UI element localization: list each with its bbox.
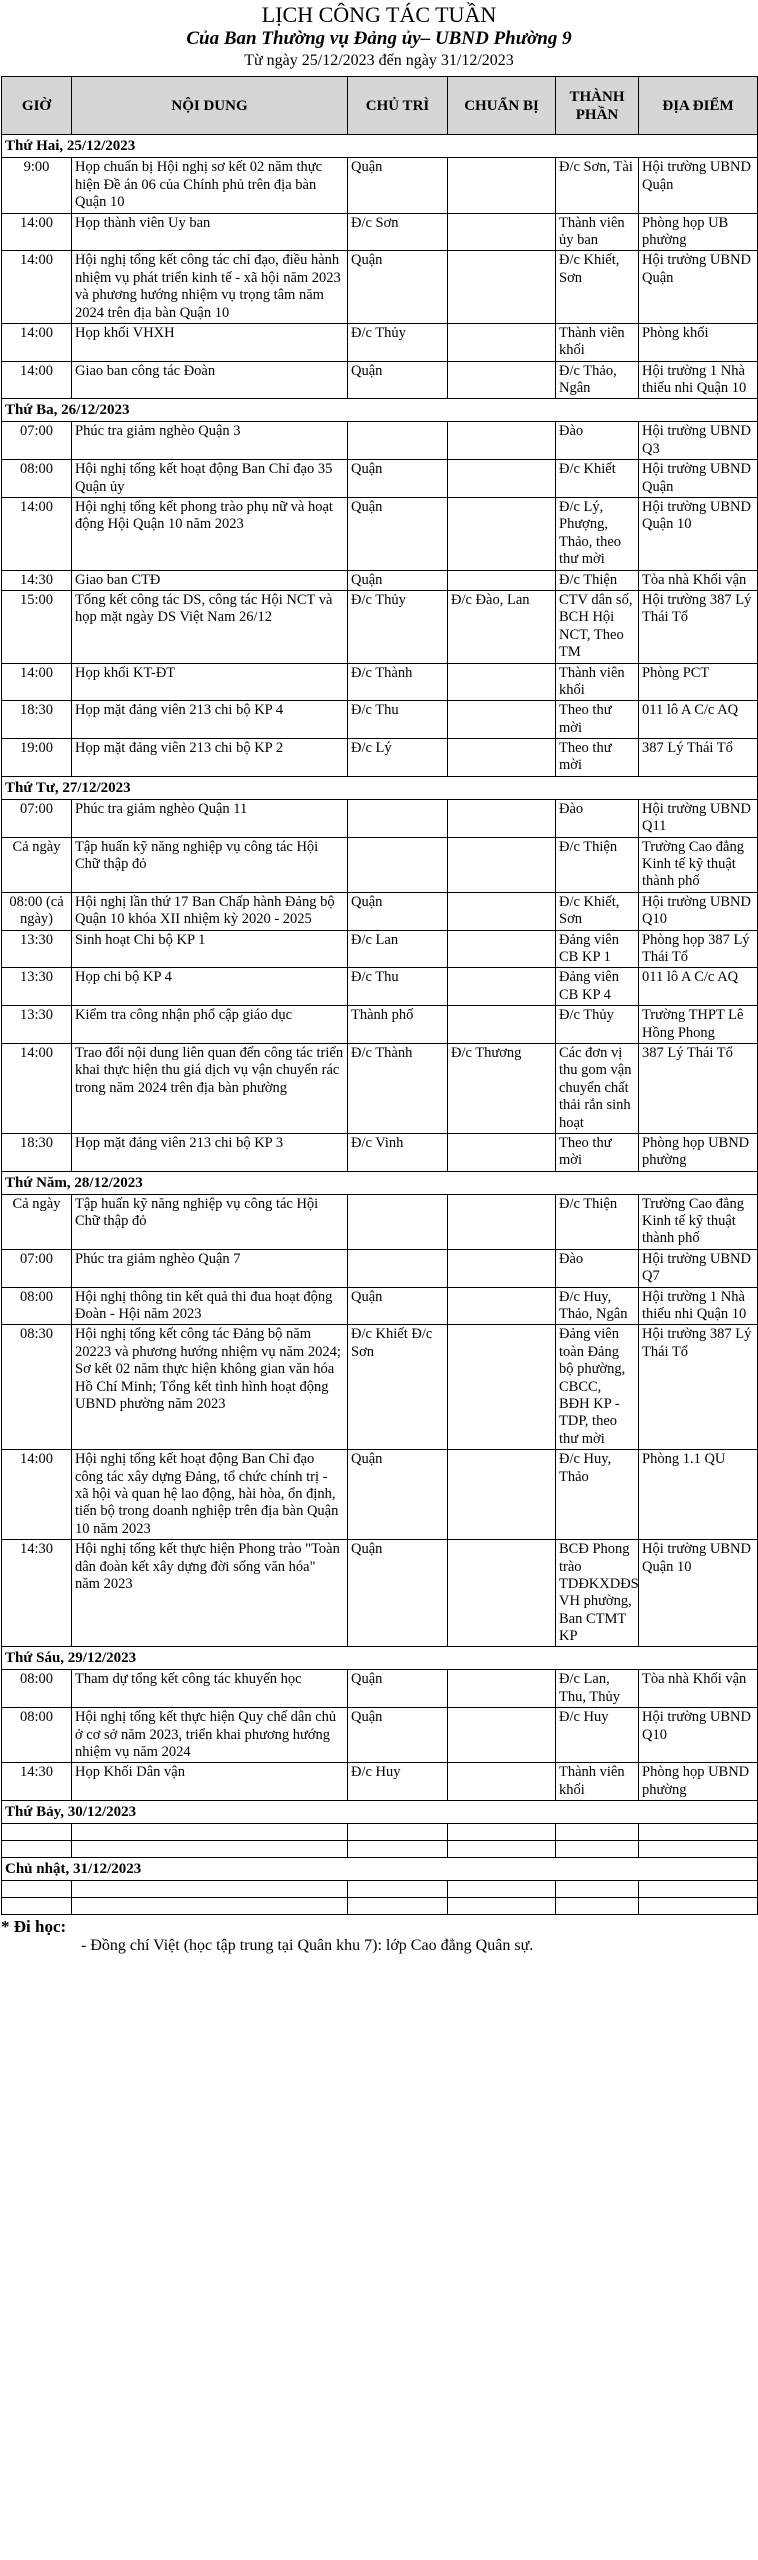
cell-members: Đ/c Lý, Phượng, Thảo, theo thư mời xyxy=(556,498,639,571)
cell-time: 18:30 xyxy=(2,1133,72,1171)
cell-place: Hội trường UBND Q10 xyxy=(639,1708,758,1763)
cell-time: 18:30 xyxy=(2,701,72,739)
table-row xyxy=(2,930,758,968)
cell-members: Đảng viên toàn Đảng bộ phường, CBCC, BĐH KP - TDP, theo thư mời xyxy=(556,1325,639,1450)
cell-content: Hội nghị tổng kết công tác chỉ đạo, điều hành nhiệm vụ phát triển kinh tế - xã hội năm 2023 và phương hướng nhiệm vụ trọng tâm năm 2024 trên địa bàn Quận 10 xyxy=(72,251,348,324)
cell-place: Hội trường UBND Quận xyxy=(639,158,758,213)
cell-host: Đ/c Thành xyxy=(348,663,448,701)
table-row xyxy=(2,1450,758,1540)
cell-time: 15:00 xyxy=(2,590,72,663)
column-header-host: CHỦ TRÌ xyxy=(348,77,448,135)
cell-prep xyxy=(448,570,556,590)
cell-place: Trường THPT Lê Hồng Phong xyxy=(639,1006,758,1044)
cell-place: 011 lô A C/c AQ xyxy=(639,701,758,739)
cell-members: Đ/c Huy, Thảo xyxy=(556,1450,639,1540)
cell-place: Trường Cao đẳng Kinh tế kỹ thuật thành phố xyxy=(639,837,758,892)
cell-host xyxy=(348,422,448,460)
cell-prep xyxy=(448,701,556,739)
empty-cell xyxy=(448,1824,556,1841)
empty-cell xyxy=(2,1898,72,1915)
notes-line: - Đồng chí Việt (học tập trung tại Quân khu 7): lớp Cao đẳng Quân sự. xyxy=(81,1937,534,1955)
cell-place: Phòng họp UB phường xyxy=(639,213,758,251)
cell-host: Quận xyxy=(348,460,448,498)
cell-host xyxy=(348,1249,448,1287)
cell-content: Giao ban CTĐ xyxy=(72,570,348,590)
cell-prep xyxy=(448,837,556,892)
cell-host: Đ/c Thành xyxy=(348,1043,448,1133)
cell-time: 14:00 xyxy=(2,361,72,399)
cell-content: Sinh hoạt Chi bộ KP 1 xyxy=(72,930,348,968)
cell-place: Tòa nhà Khối vận xyxy=(639,1670,758,1708)
table-row xyxy=(2,1670,758,1708)
cell-prep xyxy=(448,1540,556,1647)
schedule-body xyxy=(2,135,758,1915)
cell-place: Hội trường 1 Nhà thiếu nhi Quận 10 xyxy=(639,361,758,399)
cell-place: 011 lô A C/c AQ xyxy=(639,968,758,1006)
cell-time: 07:00 xyxy=(2,1249,72,1287)
cell-time: 14:00 xyxy=(2,498,72,571)
cell-content: Tập huấn kỹ năng nghiệp vụ công tác Hội Chữ thập đỏ xyxy=(72,1194,348,1249)
cell-members: Đ/c Huy xyxy=(556,1708,639,1763)
cell-time: Cả ngày xyxy=(2,837,72,892)
cell-prep xyxy=(448,1006,556,1044)
empty-cell xyxy=(448,1881,556,1898)
cell-members: Các đơn vị thu gom vận chuyển chất thải rắn sinh hoạt xyxy=(556,1043,639,1133)
cell-prep: Đ/c Đào, Lan xyxy=(448,590,556,663)
cell-prep xyxy=(448,1708,556,1763)
empty-cell xyxy=(448,1898,556,1915)
column-header-time: GIỜ xyxy=(2,77,72,135)
day-label: Thứ Ba, 26/12/2023 xyxy=(2,399,758,422)
empty-cell xyxy=(639,1841,758,1858)
notes-section xyxy=(1,1917,757,1955)
empty-row xyxy=(2,1881,758,1898)
table-header-row xyxy=(2,77,758,135)
empty-cell xyxy=(2,1881,72,1898)
cell-members: Theo thư mời xyxy=(556,701,639,739)
cell-place: Phòng họp UBND phường xyxy=(639,1763,758,1801)
cell-host: Quận xyxy=(348,892,448,930)
cell-content: Họp mặt đảng viên 213 chi bộ KP 2 xyxy=(72,739,348,777)
cell-content: Giao ban công tác Đoàn xyxy=(72,361,348,399)
day-header-row xyxy=(2,135,758,158)
cell-content: Họp khối VHXH xyxy=(72,323,348,361)
cell-prep xyxy=(448,892,556,930)
cell-prep xyxy=(448,1133,556,1171)
table-row xyxy=(2,422,758,460)
cell-host: Đ/c Khiết Đ/c Sơn xyxy=(348,1325,448,1450)
day-header-row xyxy=(2,399,758,422)
cell-prep xyxy=(448,1287,556,1325)
cell-prep xyxy=(448,968,556,1006)
empty-cell xyxy=(348,1841,448,1858)
table-row xyxy=(2,361,758,399)
cell-members: Đào xyxy=(556,422,639,460)
cell-place: Hội trường 387 Lý Thái Tổ xyxy=(639,590,758,663)
cell-members: Đ/c Thủy xyxy=(556,1006,639,1044)
day-header-row xyxy=(2,1171,758,1194)
cell-prep xyxy=(448,1325,556,1450)
table-row xyxy=(2,251,758,324)
day-label: Thứ Năm, 28/12/2023 xyxy=(2,1171,758,1194)
cell-time: 19:00 xyxy=(2,739,72,777)
table-row xyxy=(2,1763,758,1801)
cell-members: Đảng viên CB KP 4 xyxy=(556,968,639,1006)
cell-host: Thành phố xyxy=(348,1006,448,1044)
empty-cell xyxy=(556,1824,639,1841)
cell-host: Quận xyxy=(348,361,448,399)
cell-host: Đ/c Sơn xyxy=(348,213,448,251)
empty-cell xyxy=(639,1824,758,1841)
cell-place: 387 Lý Thái Tổ xyxy=(639,1043,758,1133)
cell-prep xyxy=(448,1450,556,1540)
cell-host: Đ/c Lan xyxy=(348,930,448,968)
cell-host xyxy=(348,799,448,837)
date-range: Từ ngày 25/12/2023 đến ngày 31/12/2023 xyxy=(244,52,514,70)
column-header-content: NỘI DUNG xyxy=(72,77,348,135)
empty-cell xyxy=(448,1841,556,1858)
cell-host: Quận xyxy=(348,498,448,571)
cell-host: Quận xyxy=(348,158,448,213)
schedule-header xyxy=(1,0,757,76)
cell-content: Phúc tra giảm nghèo Quận 7 xyxy=(72,1249,348,1287)
cell-members: Đ/c Khiết, Sơn xyxy=(556,892,639,930)
cell-members: Theo thư mời xyxy=(556,739,639,777)
cell-members: Đào xyxy=(556,1249,639,1287)
cell-content: Tham dự tổng kết công tác khuyến học xyxy=(72,1670,348,1708)
cell-time: 14:00 xyxy=(2,213,72,251)
cell-time: 08:00 (cả ngày) xyxy=(2,892,72,930)
cell-content: Phúc tra giảm nghèo Quận 3 xyxy=(72,422,348,460)
empty-cell xyxy=(72,1824,348,1841)
cell-place: Phòng 1.1 QU xyxy=(639,1450,758,1540)
cell-content: Họp mặt đảng viên 213 chi bộ KP 4 xyxy=(72,701,348,739)
cell-time: 07:00 xyxy=(2,422,72,460)
empty-cell xyxy=(348,1881,448,1898)
page-subtitle: Của Ban Thường vụ Đảng ủy– UBND Phường 9 xyxy=(186,28,572,50)
cell-host: Đ/c Vinh xyxy=(348,1133,448,1171)
column-header-prep: CHUẨN BỊ xyxy=(448,77,556,135)
day-label: Chủ nhật, 31/12/2023 xyxy=(2,1858,758,1881)
cell-time: 14:00 xyxy=(2,323,72,361)
table-row xyxy=(2,799,758,837)
table-row xyxy=(2,1540,758,1647)
cell-host xyxy=(348,1194,448,1249)
empty-cell xyxy=(72,1881,348,1898)
empty-cell xyxy=(556,1881,639,1898)
empty-cell xyxy=(556,1841,639,1858)
cell-content: Hội nghị tổng kết phong trào phụ nữ và hoạt động Hội Quận 10 năm 2023 xyxy=(72,498,348,571)
cell-time: 14:30 xyxy=(2,1763,72,1801)
cell-host xyxy=(348,837,448,892)
day-label: Thứ Bảy, 30/12/2023 xyxy=(2,1801,758,1824)
day-label: Thứ Tư, 27/12/2023 xyxy=(2,776,758,799)
cell-prep xyxy=(448,213,556,251)
cell-content: Phúc tra giảm nghèo Quận 11 xyxy=(72,799,348,837)
cell-prep xyxy=(448,1249,556,1287)
cell-members: BCĐ Phong trào TDĐKXDĐS VH phường, Ban CTMT KP xyxy=(556,1540,639,1647)
table-row xyxy=(2,1708,758,1763)
empty-row xyxy=(2,1824,758,1841)
cell-prep xyxy=(448,498,556,571)
empty-cell xyxy=(556,1898,639,1915)
table-row xyxy=(2,1006,758,1044)
cell-members: Đảng viên CB KP 1 xyxy=(556,930,639,968)
cell-prep xyxy=(448,1194,556,1249)
cell-members: Theo thư mời xyxy=(556,1133,639,1171)
cell-prep xyxy=(448,361,556,399)
table-row xyxy=(2,1325,758,1450)
cell-place: Phòng họp UBND phường xyxy=(639,1133,758,1171)
cell-members: Đ/c Lan, Thu, Thủy xyxy=(556,1670,639,1708)
cell-prep xyxy=(448,739,556,777)
cell-host: Quận xyxy=(348,1450,448,1540)
cell-members: Đ/c Thiện xyxy=(556,1194,639,1249)
table-row xyxy=(2,498,758,571)
empty-cell xyxy=(2,1824,72,1841)
page-title: LỊCH CÔNG TÁC TUẦN xyxy=(261,2,497,27)
cell-place: Hội trường UBND Q7 xyxy=(639,1249,758,1287)
cell-host: Quận xyxy=(348,251,448,324)
table-row xyxy=(2,1249,758,1287)
cell-time: 08:00 xyxy=(2,1287,72,1325)
cell-content: Hội nghị tổng kết hoạt động Ban Chỉ đạo công tác xây dựng Đảng, tổ chức chính trị - xã hội và quan hệ lao động, hài hòa, ổn định, tiến bộ trong doanh nghiệp trên địa bàn Quận 10 năm 2023 xyxy=(72,1450,348,1540)
cell-place: Hội trường UBND Q11 xyxy=(639,799,758,837)
cell-content: Họp chi bộ KP 4 xyxy=(72,968,348,1006)
cell-members: Đ/c Thiện xyxy=(556,837,639,892)
cell-time: 14:00 xyxy=(2,663,72,701)
cell-content: Họp chuẩn bị Hội nghị sơ kết 02 năm thực hiện Đề án 06 của Chính phủ trên địa bàn Quận 10 xyxy=(72,158,348,213)
cell-host: Quận xyxy=(348,1287,448,1325)
cell-host: Đ/c Thu xyxy=(348,968,448,1006)
cell-place: Phòng PCT xyxy=(639,663,758,701)
cell-time: 08:00 xyxy=(2,460,72,498)
table-row xyxy=(2,1194,758,1249)
cell-place: Hội trường UBND Quận xyxy=(639,460,758,498)
cell-place: Trường Cao đẳng Kinh tế kỹ thuật thành phố xyxy=(639,1194,758,1249)
cell-host: Đ/c Huy xyxy=(348,1763,448,1801)
cell-prep xyxy=(448,1763,556,1801)
cell-members: Đ/c Huy, Thảo, Ngân xyxy=(556,1287,639,1325)
cell-content: Hội nghị tổng kết công tác Đảng bộ năm 20223 và phương hướng nhiệm vụ năm 2024; Sơ kết 02 năm thực hiện không gian văn hóa Hồ Chí Minh; Tổng kết tình hình hoạt động UBND phường năm 2023 xyxy=(72,1325,348,1450)
cell-time: 9:00 xyxy=(2,158,72,213)
cell-content: Hội nghị thông tin kết quả thi đua hoạt động Đoàn - Hội năm 2023 xyxy=(72,1287,348,1325)
cell-place: Hội trường UBND Q3 xyxy=(639,422,758,460)
cell-time: 14:30 xyxy=(2,1540,72,1647)
cell-members: Đ/c Thảo, Ngân xyxy=(556,361,639,399)
day-header-row xyxy=(2,1647,758,1670)
cell-host: Đ/c Lý xyxy=(348,739,448,777)
cell-prep xyxy=(448,323,556,361)
cell-content: Họp mặt đảng viên 213 chi bộ KP 3 xyxy=(72,1133,348,1171)
cell-time: 08:30 xyxy=(2,1325,72,1450)
table-row xyxy=(2,892,758,930)
cell-time: 14:00 xyxy=(2,251,72,324)
empty-cell xyxy=(639,1881,758,1898)
cell-host: Đ/c Thủy xyxy=(348,323,448,361)
empty-cell xyxy=(72,1841,348,1858)
cell-host: Đ/c Thủy xyxy=(348,590,448,663)
cell-host: Quận xyxy=(348,1540,448,1647)
cell-place: 387 Lý Thái Tổ xyxy=(639,739,758,777)
cell-time: 14:00 xyxy=(2,1450,72,1540)
empty-cell xyxy=(72,1898,348,1915)
cell-place: Hội trường 1 Nhà thiếu nhi Quận 10 xyxy=(639,1287,758,1325)
table-row xyxy=(2,968,758,1006)
cell-place: Hội trường UBND Quận 10 xyxy=(639,498,758,571)
cell-members: Đào xyxy=(556,799,639,837)
table-row xyxy=(2,213,758,251)
cell-time: 14:00 xyxy=(2,1043,72,1133)
cell-time: 07:00 xyxy=(2,799,72,837)
cell-time: 13:30 xyxy=(2,930,72,968)
cell-place: Hội trường UBND Q10 xyxy=(639,892,758,930)
empty-cell xyxy=(639,1898,758,1915)
cell-prep xyxy=(448,422,556,460)
empty-cell xyxy=(348,1898,448,1915)
column-header-place: ĐỊA ĐIỂM xyxy=(639,77,758,135)
cell-place: Phòng họp 387 Lý Thái Tổ xyxy=(639,930,758,968)
cell-time: Cả ngày xyxy=(2,1194,72,1249)
table-row xyxy=(2,323,758,361)
cell-members: Thành viên khối xyxy=(556,1763,639,1801)
cell-content: Tập huấn kỹ năng nghiệp vụ công tác Hội Chữ thập đỏ xyxy=(72,837,348,892)
cell-content: Hội nghị tổng kết thực hiện Phong trào "Toàn dân đoàn kết xây dựng đời sống văn hóa" năm 2023 xyxy=(72,1540,348,1647)
empty-row xyxy=(2,1898,758,1915)
cell-place: Hội trường UBND Quận xyxy=(639,251,758,324)
table-row xyxy=(2,701,758,739)
cell-place: Phòng khối xyxy=(639,323,758,361)
day-header-row xyxy=(2,1858,758,1881)
cell-time: 14:30 xyxy=(2,570,72,590)
day-label: Thứ Sáu, 29/12/2023 xyxy=(2,1647,758,1670)
cell-time: 13:30 xyxy=(2,1006,72,1044)
table-row xyxy=(2,158,758,213)
day-header-row xyxy=(2,776,758,799)
cell-place: Tòa nhà Khối vận xyxy=(639,570,758,590)
cell-prep xyxy=(448,158,556,213)
table-row xyxy=(2,837,758,892)
cell-members: Thành viên khối xyxy=(556,323,639,361)
cell-time: 13:30 xyxy=(2,968,72,1006)
cell-prep xyxy=(448,930,556,968)
table-row xyxy=(2,460,758,498)
schedule-table xyxy=(1,76,758,1915)
cell-prep xyxy=(448,663,556,701)
cell-members: Đ/c Khiết xyxy=(556,460,639,498)
cell-content: Họp Khối Dân vận xyxy=(72,1763,348,1801)
cell-content: Họp khối KT-ĐT xyxy=(72,663,348,701)
cell-prep xyxy=(448,799,556,837)
empty-row xyxy=(2,1841,758,1858)
cell-content: Tổng kết công tác DS, công tác Hội NCT và họp mặt ngày DS Việt Nam 26/12 xyxy=(72,590,348,663)
cell-host: Đ/c Thu xyxy=(348,701,448,739)
cell-host: Quận xyxy=(348,1708,448,1763)
table-row xyxy=(2,570,758,590)
cell-content: Họp thành viên Uy ban xyxy=(72,213,348,251)
empty-cell xyxy=(2,1841,72,1858)
column-header-members: THÀNH PHẦN xyxy=(556,77,639,135)
day-header-row xyxy=(2,1801,758,1824)
table-row xyxy=(2,739,758,777)
cell-members: Thành viên khối xyxy=(556,663,639,701)
cell-content: Hội nghị tổng kết hoạt động Ban Chỉ đạo 35 Quận ủy xyxy=(72,460,348,498)
cell-place: Hội trường 387 Lý Thái Tổ xyxy=(639,1325,758,1450)
cell-content: Kiểm tra công nhận phổ cập giáo dục xyxy=(72,1006,348,1044)
table-row xyxy=(2,1043,758,1133)
table-row xyxy=(2,590,758,663)
cell-members: Đ/c Thiện xyxy=(556,570,639,590)
cell-host: Quận xyxy=(348,570,448,590)
empty-cell xyxy=(348,1824,448,1841)
cell-members: Đ/c Sơn, Tài xyxy=(556,158,639,213)
notes-label: * Đi học: xyxy=(1,1917,67,1937)
cell-time: 08:00 xyxy=(2,1670,72,1708)
cell-prep xyxy=(448,460,556,498)
cell-members: Thành viên ủy ban xyxy=(556,213,639,251)
table-row xyxy=(2,1287,758,1325)
table-row xyxy=(2,1133,758,1171)
cell-members: CTV dân số, BCH Hội NCT, Theo TM xyxy=(556,590,639,663)
cell-prep xyxy=(448,251,556,324)
cell-content: Trao đổi nội dung liên quan đến công tác triển khai thực hiện thu giá dịch vụ vận chuyển rác trong năm 2024 trên địa bàn phường xyxy=(72,1043,348,1133)
cell-members: Đ/c Khiết, Sơn xyxy=(556,251,639,324)
cell-host: Quận xyxy=(348,1670,448,1708)
cell-prep xyxy=(448,1670,556,1708)
cell-content: Hội nghị lần thứ 17 Ban Chấp hành Đảng bộ Quận 10 khóa XII nhiệm kỳ 2020 - 2025 xyxy=(72,892,348,930)
table-row xyxy=(2,663,758,701)
cell-time: 08:00 xyxy=(2,1708,72,1763)
cell-content: Hội nghị tổng kết thực hiện Quy chế dân chủ ở cơ sở năm 2023, triển khai phương hướng nhiệm vụ năm 2024 xyxy=(72,1708,348,1763)
day-label: Thứ Hai, 25/12/2023 xyxy=(2,135,758,158)
cell-prep: Đ/c Thương xyxy=(448,1043,556,1133)
cell-place: Hội trường UBND Quận 10 xyxy=(639,1540,758,1647)
